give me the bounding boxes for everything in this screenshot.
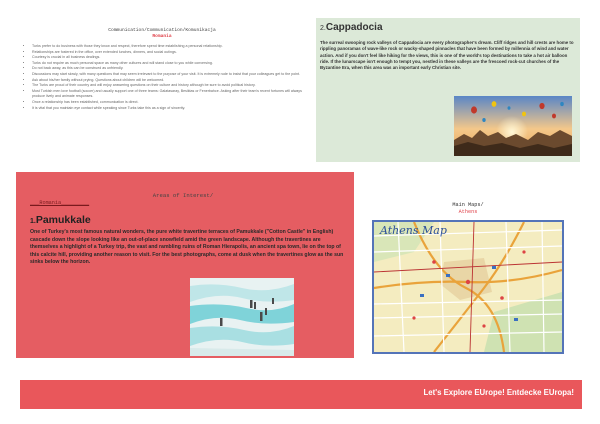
maps-city: Athens — [458, 209, 478, 215]
list-item: • It is vital that you maintain eye contact while speaking since Turks take this as a sign of sincerity. — [32, 106, 306, 112]
communication-panel — [18, 28, 306, 156]
list-item: • Do not back away, as this can be construed as unfriendly. — [32, 66, 306, 72]
list-item: • Once a relationship has been established, communication is direct. — [32, 100, 306, 106]
list-item: • Discussions may start slowly, with many questions that may seem irrelevant to the purpose of your visit. It is extremely rude to insist that your colleagues get to the point. — [32, 72, 306, 78]
pamukkale-title: Pamukkale — [35, 214, 91, 226]
list-item: • Relationships are fostered in the office, over extended lunches, dinners, and social outings. — [32, 50, 306, 56]
list-item: • Ask about his/her family without prying. Questions about children will be welcomed. — [32, 78, 306, 84]
pamukkale-text: One of Turkey's most famous natural wonders, the pure white travertine terraces of Pamukkale ("Cotton Castle" in English) cascade down the slope looking like an out-of-place snowfield amid the green landscape. Although the travertines are themselves a highlight of a Turkey trip, the vast and rambling ruins of Roman Hierapolis, an ancient spa town, lie on the top of this calcite hill, providing another reason to visit. For the best photographs, come at dusk when the travertines glow as the sun sinks below the horizon. — [30, 229, 344, 265]
pamukkale-panel — [16, 172, 354, 358]
list-item: • Turks do not require as much personal space as many other cultures and will stand close to you while conversing. — [32, 61, 306, 67]
footer-banner — [20, 380, 582, 409]
maps-panel — [372, 202, 564, 354]
pamukkale-country: ___Romania_________ — [30, 200, 90, 206]
list-item: • The Turks are proud of their country and will enjoy answering questions on their culture and history although be sure to avoid political history. — [32, 83, 306, 89]
cappadocia-title: Cappadocia — [325, 22, 383, 33]
list-item: • Most Turkish men love football (soccer) and usually support one of three teams: Galatasaray, Besiktas or Fenerbahce. Asking after their team's recent fortunes will always produce lively and animate responses. — [32, 89, 306, 100]
pamukkale-photo — [190, 278, 294, 356]
pamukkale-number: 1. — [30, 218, 36, 225]
list-item: • Courtesy is crucial in all business dealings. — [32, 55, 306, 61]
areas-of-interest-header: Areas of Interest/ — [152, 192, 214, 199]
list-item: • Turks prefer to do business with those they know and respect, therefore spend time establishing a personal relationship. — [32, 44, 306, 50]
communication-country: Romania — [152, 34, 172, 39]
banner-text: Let's Explore EUrope! Entdecke EUropa! — [423, 388, 574, 397]
pamukkale-heading — [30, 214, 91, 226]
cappadocia-text: The surreal swooping rock valleys of Cappadocia are every photographer's dream. Cliff ridges and hill crests are home to rippling panoramas of wave-like rock or wacky-shaped pinnacles that have been formed by millennia of wind and water action. And if you don't feel like hiking for the views, this is one of the world's top destinations to take a hot air balloon ride. If the lunarscape isn't enough to tempt you, nestled in these valleys are the frescoed rock-cut churches of the Byzantine Era, when this area was an important early Christian site. — [320, 40, 574, 71]
communication-list — [18, 44, 306, 111]
communication-heading: Communication/Communication/Komunikacja — [108, 28, 216, 33]
communication-title — [18, 28, 306, 40]
athens-map[interactable] — [372, 220, 564, 354]
cappadocia-heading — [320, 22, 383, 33]
map-label: Athens Map — [380, 224, 447, 237]
cappadocia-photo — [454, 96, 572, 156]
maps-heading: Main Maps/ — [452, 202, 484, 208]
maps-title — [372, 202, 564, 216]
cappadocia-number: 2. — [320, 25, 326, 32]
cappadocia-panel — [316, 18, 580, 162]
